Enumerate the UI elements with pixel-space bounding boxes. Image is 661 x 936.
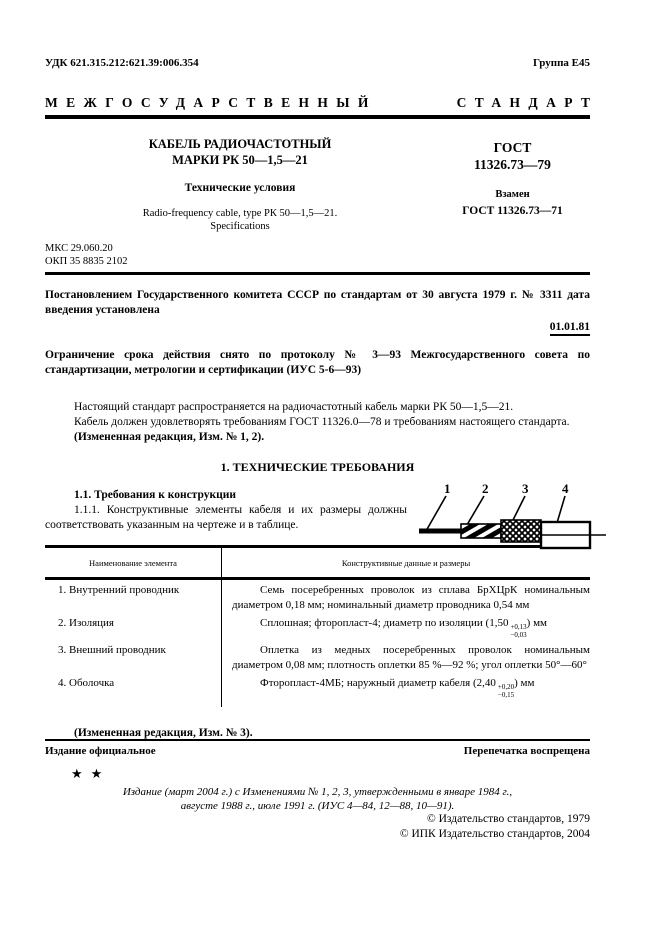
clause-1-1-heading: 1.1. Требования к конструкции <box>74 489 236 501</box>
gost-designation <box>435 139 590 173</box>
cable-figure-container <box>407 482 590 533</box>
cable-cross-section-drawing <box>417 482 611 556</box>
introduction-date-row <box>45 320 590 335</box>
row-3-value: Оплетка из медных посеребренных проволок номинальным диаметром 0,08 мм; плотность оплетки 85 %—92 %; угол оплетки 50°—60° <box>232 644 590 671</box>
copyright-block <box>400 812 590 842</box>
official-edition-label: Издание официальное <box>45 745 156 757</box>
reprint-prohibited-label: Перепечатка воспрещена <box>463 745 590 757</box>
title-subtitle: Технические условия <box>184 182 296 194</box>
document-title <box>45 136 435 168</box>
edition-note-line2: августе 1988 г., июле 1991 г. (ИУС 4—84, 12—88, 10—91). <box>180 800 455 812</box>
row-1-name: 1. Внутренний проводник <box>45 580 222 613</box>
title-english <box>45 207 435 233</box>
table-header-data: Конструктивные данные и размеры <box>341 558 471 568</box>
copyright-line1: © Издательство стандартов, 1979 <box>426 813 590 825</box>
edition-note <box>45 785 590 813</box>
row-3-name: 3. Внешний проводник <box>45 640 222 673</box>
okp-code: ОКП 35 8835 2102 <box>45 256 128 267</box>
decree-paragraph: Постановлением Государственного комитета СССР по стандартам от 30 августа 1979 г. № 3311 дата введения установлена <box>45 289 590 316</box>
construction-table <box>45 545 590 707</box>
scope-paragraph-2: Кабель должен удовлетворять требованиям ГОСТ 11326.0—78 и требованиям настоящего стандарта. <box>74 416 570 428</box>
scope-paragraphs <box>45 400 590 445</box>
standard-type-word2: СТАНДАРТ <box>456 95 599 110</box>
construction-requirements-row <box>45 482 590 533</box>
copyright-line2: © ИПК Издательство стандартов, 2004 <box>399 828 590 840</box>
edition-note-line1: Издание (март 2004 г.) с Изменениями № 1, 2, 3, утвержденными в январе 1984 г., <box>122 786 513 798</box>
figure-label-1: 1 <box>444 482 451 496</box>
amendment-note-1-2: (Измененная редакция, Изм. № 1, 2). <box>74 431 265 443</box>
title-block <box>45 136 435 233</box>
clause-1-1-1-text: 1.1.1. Конструктивные элементы кабеля и их размеры должны соответствовать указанным на чертеже и в таблице. <box>45 504 407 531</box>
replaces-label: Взамен <box>495 189 530 200</box>
section-1-title: 1. ТЕХНИЧЕСКИЕ ТРЕБОВАНИЯ <box>220 460 415 474</box>
tolerance-stack: +0,20 −0,15 <box>497 683 515 700</box>
row-4-name: 4. Оболочка <box>45 673 222 707</box>
row-1-value: Семь посеребренных проволок из сплава БрХЦрК номинальным диаметром 0,18 мм; номинальный диаметр проводника 0,54 мм <box>232 584 590 611</box>
amendment-note-3: (Измененная редакция, Изм. № 3). <box>74 727 253 740</box>
leader-line-1 <box>426 496 446 531</box>
table-row <box>45 640 590 673</box>
figure-label-2: 2 <box>482 482 489 496</box>
gost-number-block <box>435 136 590 233</box>
row-4-value: Фторопласт-4МБ; наружный диаметр кабеля (2,40 +0,20 −0,15 ) мм <box>260 677 535 700</box>
horizontal-rule <box>45 272 590 275</box>
gost-number: 11326.73—79 <box>474 157 551 172</box>
restriction-paragraph: Ограничение срока действия снято по протоколу № 3—93 Межгосударственного совета по стандартизации, метрологии и сертификации (ИУС 5-6—93) <box>45 349 590 376</box>
table-header-element: Наименование элемента <box>45 548 222 577</box>
figure-label-3: 3 <box>522 482 529 496</box>
classification-codes <box>45 242 590 268</box>
udk-code: УДК 621.315.212:621.39:006.354 <box>45 57 199 69</box>
insulation-shape <box>461 524 501 538</box>
title-line1: КАБЕЛЬ РАДИОЧАСТОТНЫЙ <box>148 137 332 151</box>
table-row <box>45 673 590 707</box>
table-row <box>45 580 590 613</box>
top-codes-row <box>45 56 590 71</box>
replaces-number: ГОСТ 11326.73—71 <box>462 205 563 217</box>
braid-shape <box>501 520 541 542</box>
standard-type-word1: МЕЖГОСУДАРСТВЕННЫЙ <box>45 95 377 110</box>
title-section <box>45 136 590 233</box>
gost-label: ГОСТ <box>493 140 532 155</box>
table-row <box>45 613 590 640</box>
group-code: Группа Е45 <box>532 57 590 69</box>
tolerance-stack: +0,13 −0,03 <box>510 623 527 640</box>
page-footer <box>45 739 590 813</box>
construction-text <box>45 488 407 533</box>
row-2-name: 2. Изоляция <box>45 613 222 640</box>
introduction-date: 01.01.81 <box>550 321 590 336</box>
mks-code: МКС 29.060.20 <box>45 243 113 254</box>
title-line2: МАРКИ РК 50—1,5—21 <box>172 153 308 167</box>
row-2-value: Сплошная; фторопласт-4; диаметр по изоляции (1,50 +0,13 −0,03 ) мм <box>260 617 548 640</box>
title-en-line2: Specifications <box>210 221 270 232</box>
edition-stars: ★★ <box>71 766 111 781</box>
footer-status-row <box>45 739 590 759</box>
figure-label-4: 4 <box>562 482 569 496</box>
title-en-line1: Radio-frequency cable, type РК 50—1,5—21. <box>142 208 338 219</box>
standard-type-banner <box>45 95 599 119</box>
scope-paragraph-1: Настоящий стандарт распространяется на радиочастотный кабель марки РК 50—1,5—21. <box>74 401 514 413</box>
leader-line-3 <box>512 496 525 522</box>
